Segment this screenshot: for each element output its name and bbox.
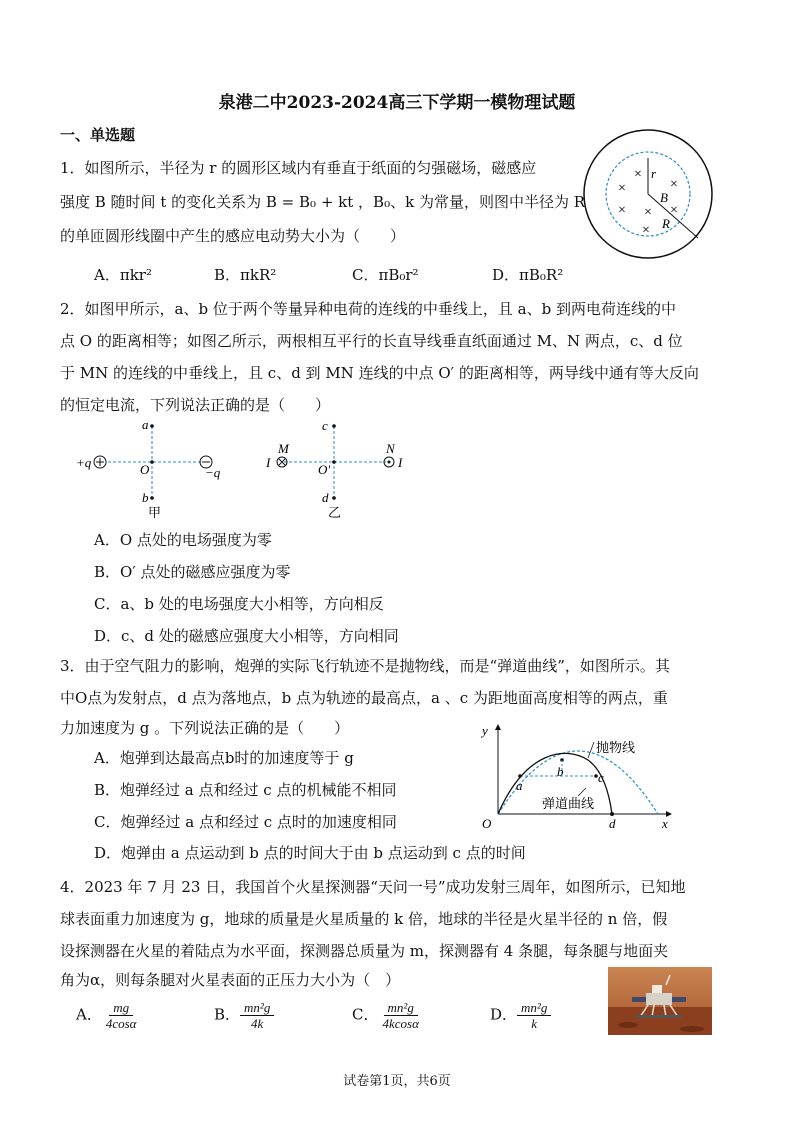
q3-line-2: 中O点为发射点，d 点为落地点，b 点为轨迹的最高点，a 、c 为距地面高度相等的两点，重 [60, 689, 668, 707]
q2-option-d[interactable]: D．c、d 处的磁感应强度大小相等，方向相同 [94, 627, 399, 645]
cross-mark: × [644, 205, 652, 220]
q2-line-3: 于 MN 的连线的中垂线上，且 c、d 到 MN 连线的中点 O′ 的距离相等，两导线中通有等大反向 [60, 364, 699, 382]
q3-trajectory-figure [478, 718, 678, 834]
label-b: b [142, 490, 149, 505]
cross-mark: × [670, 203, 678, 218]
label-b: b [557, 764, 564, 779]
q2-figure-jia [72, 416, 242, 524]
q2-line-4: 的恒定电流，下列说法正确的是（ ） [60, 396, 331, 414]
q3-option-d[interactable]: D．炮弹由 a 点运动到 b 点的时间大于由 b 点运动到 c 点的时间 [94, 844, 526, 862]
label-I-right: I [398, 455, 403, 470]
q1-option-d[interactable]: D．πB₀R² [492, 266, 564, 284]
label-ballistic: 弹道曲线 [542, 796, 595, 811]
q1-option-c[interactable]: C．πB₀r² [352, 266, 419, 284]
label-N: N [386, 441, 395, 456]
section-heading: 一、单选题 [60, 126, 136, 144]
label-r: r [651, 166, 657, 181]
mars-rover-photo [608, 967, 712, 1035]
label-minus-q: −q [205, 465, 221, 480]
figure-label-yi: 乙 [328, 505, 342, 520]
radius-R-line [648, 194, 698, 238]
q3-option-a[interactable]: A．炮弹到达最高点b时的加速度等于 g [94, 749, 354, 767]
label-R: R [662, 216, 670, 231]
label-c: c [322, 418, 328, 433]
cross-mark: × [670, 177, 678, 192]
q1-magnetic-field-figure [580, 126, 716, 262]
q1-line-2: 强度 B 随时间 t 的变化关系为 B = B₀ + kt ，B₀、k 为常量，则图中半径为 R [60, 193, 586, 211]
label-c: c [598, 770, 604, 785]
q2-line-1: 2．如图甲所示，a、b 位于两个等量异种电荷的连线的中垂线上，且 a、b 到两电荷连线的中 [60, 300, 676, 318]
label-y: y [482, 723, 488, 738]
label-plus-q: +q [76, 455, 92, 470]
q2-line-2: 点 O 的距离相等；如图乙所示，两根相互平行的长直导线垂直纸面通过 M、N 两点，c、d 位 [60, 332, 683, 350]
q1-line-3: 的单匝圆形线圈中产生的感应电动势大小为（ ） [60, 227, 406, 245]
q4-option-d[interactable]: D． $\frac{\text{mn²g}}{k}$ [490, 1000, 551, 1031]
q1-option-b[interactable]: B．πkR² [214, 266, 277, 284]
label-O-prime: O′ [318, 462, 331, 477]
q4-option-b[interactable]: B． $\frac{\text{mn²g}}{4k}$ [214, 1000, 274, 1031]
q1-option-a[interactable]: A．πkr² [94, 266, 152, 284]
q2-option-a[interactable]: A．O 点处的电场强度为零 [94, 531, 272, 549]
q4-option-c[interactable]: C． $\frac{\text{mn²g}}{4kcos\alpha}$ [352, 1000, 419, 1031]
label-I-left: I [266, 455, 271, 470]
q3-option-b[interactable]: B．炮弹经过 a 点和经过 c 点的机械能不相同 [94, 781, 397, 799]
label-B: B [660, 190, 668, 205]
q1-line-1: 1．如图所示，半径为 r 的圆形区域内有垂直于纸面的匀强磁场，磁感应 [60, 159, 537, 177]
q2-figure-yi [262, 416, 412, 524]
q4-line-2: 球表面重力加速度为 g，地球的质量是火星质量的 k 倍，地球的半径是火星半径的 n 倍，假 [60, 910, 668, 928]
cross-mark: × [618, 181, 626, 196]
q4-option-a[interactable]: A． $\frac{mg}{4\cos\alpha}$ [76, 1000, 137, 1031]
q2-option-b[interactable]: B．O′ 点处的磁感应强度为零 [94, 563, 291, 581]
label-O: O [482, 816, 492, 831]
label-a: a [142, 417, 149, 432]
label-M: M [278, 441, 289, 456]
rover-body [646, 993, 672, 1005]
q2-option-c[interactable]: C．a、b 处的电场强度大小相等，方向相反 [94, 595, 384, 613]
label-parabola: 抛物线 [596, 740, 636, 755]
label-d: d [609, 816, 616, 831]
label-O: O [140, 462, 150, 477]
q3-option-c[interactable]: C．炮弹经过 a 点和经过 c 点时的加速度相同 [94, 813, 397, 831]
cross-mark: × [642, 223, 650, 238]
q3-line-3: 力加速度为 g 。下列说法正确的是（ ） [60, 719, 350, 737]
cross-mark: × [618, 203, 626, 218]
q4-line-1: 4．2023 年 7 月 23 日，我国首个火星探测器“天问一号”成功发射三周年，如图所示，已知地 [60, 878, 686, 896]
figure-label-jia: 甲 [148, 505, 162, 520]
q4-line-4: 角为α，则每条腿对火星表面的正压力大小为（ ） [60, 971, 401, 989]
label-d: d [322, 490, 329, 505]
q3-line-1: 3．由于空气阻力的影响，炮弹的实际飞行轨迹不是抛物线，而是“弹道曲线”，如图所示。其 [60, 657, 670, 675]
label-a: a [516, 778, 523, 793]
page-title: 泉港二中2023-2024高三下学期一模物理试题 [218, 93, 576, 113]
q4-line-3: 设探测器在火星的着陆点为水平面，探测器总质量为 m，探测器有 4 条腿，每条腿与地面夹 [60, 942, 669, 960]
label-x: x [662, 816, 668, 831]
page-footer: 试卷第1页，共6页 [343, 1074, 451, 1089]
cross-mark: × [634, 167, 642, 182]
